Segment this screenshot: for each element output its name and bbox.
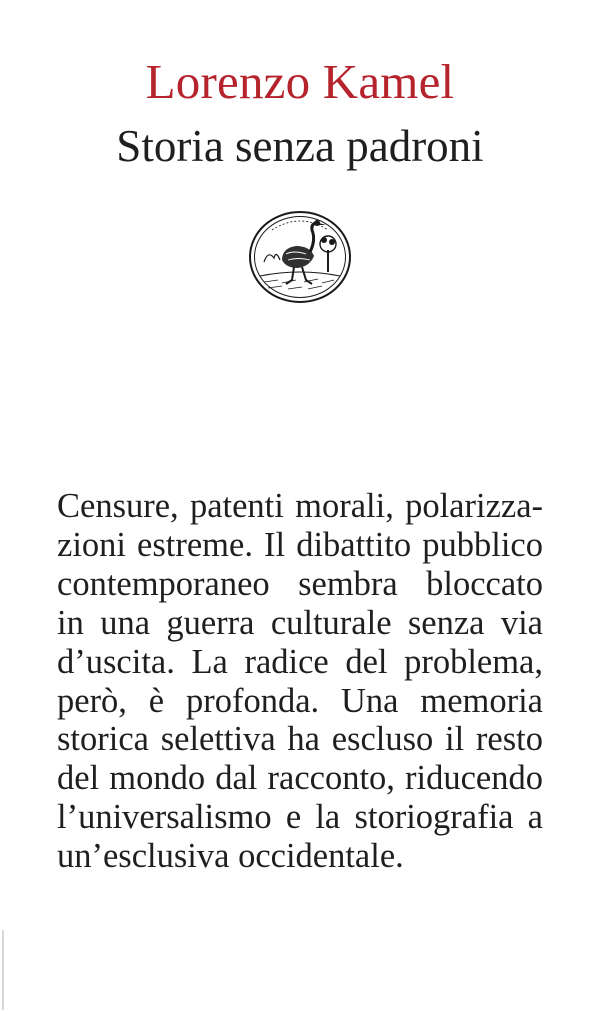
blurb-line: contemporaneo sembra bloccato xyxy=(57,564,543,603)
back-blurb xyxy=(57,487,543,876)
author-name: Lorenzo Kamel xyxy=(145,54,455,109)
blurb-line: Censure, patenti morali, polarizza- xyxy=(57,487,543,525)
blurb-line: del mondo dal racconto, riducendo xyxy=(57,759,543,798)
blurb-line: un’esclusiva occidentale. xyxy=(57,837,404,876)
blurb-line: storica selettiva ha escluso il resto xyxy=(57,720,543,759)
publisher-emblem-ostrich-icon xyxy=(248,210,352,304)
book-title: Storia senza padroni xyxy=(116,121,484,171)
spine-edge-mark xyxy=(2,930,4,1010)
blurb-line: in una guerra culturale senza via xyxy=(57,603,543,642)
blurb-line: però, è profonda. Una memoria xyxy=(57,681,543,720)
blurb-line: zioni estreme. Il dibattito pubblico xyxy=(57,525,543,564)
blurb-line: d’uscita. La radice del problema, xyxy=(57,642,543,681)
blurb-line: l’universalismo e la storiografia a xyxy=(57,798,543,837)
